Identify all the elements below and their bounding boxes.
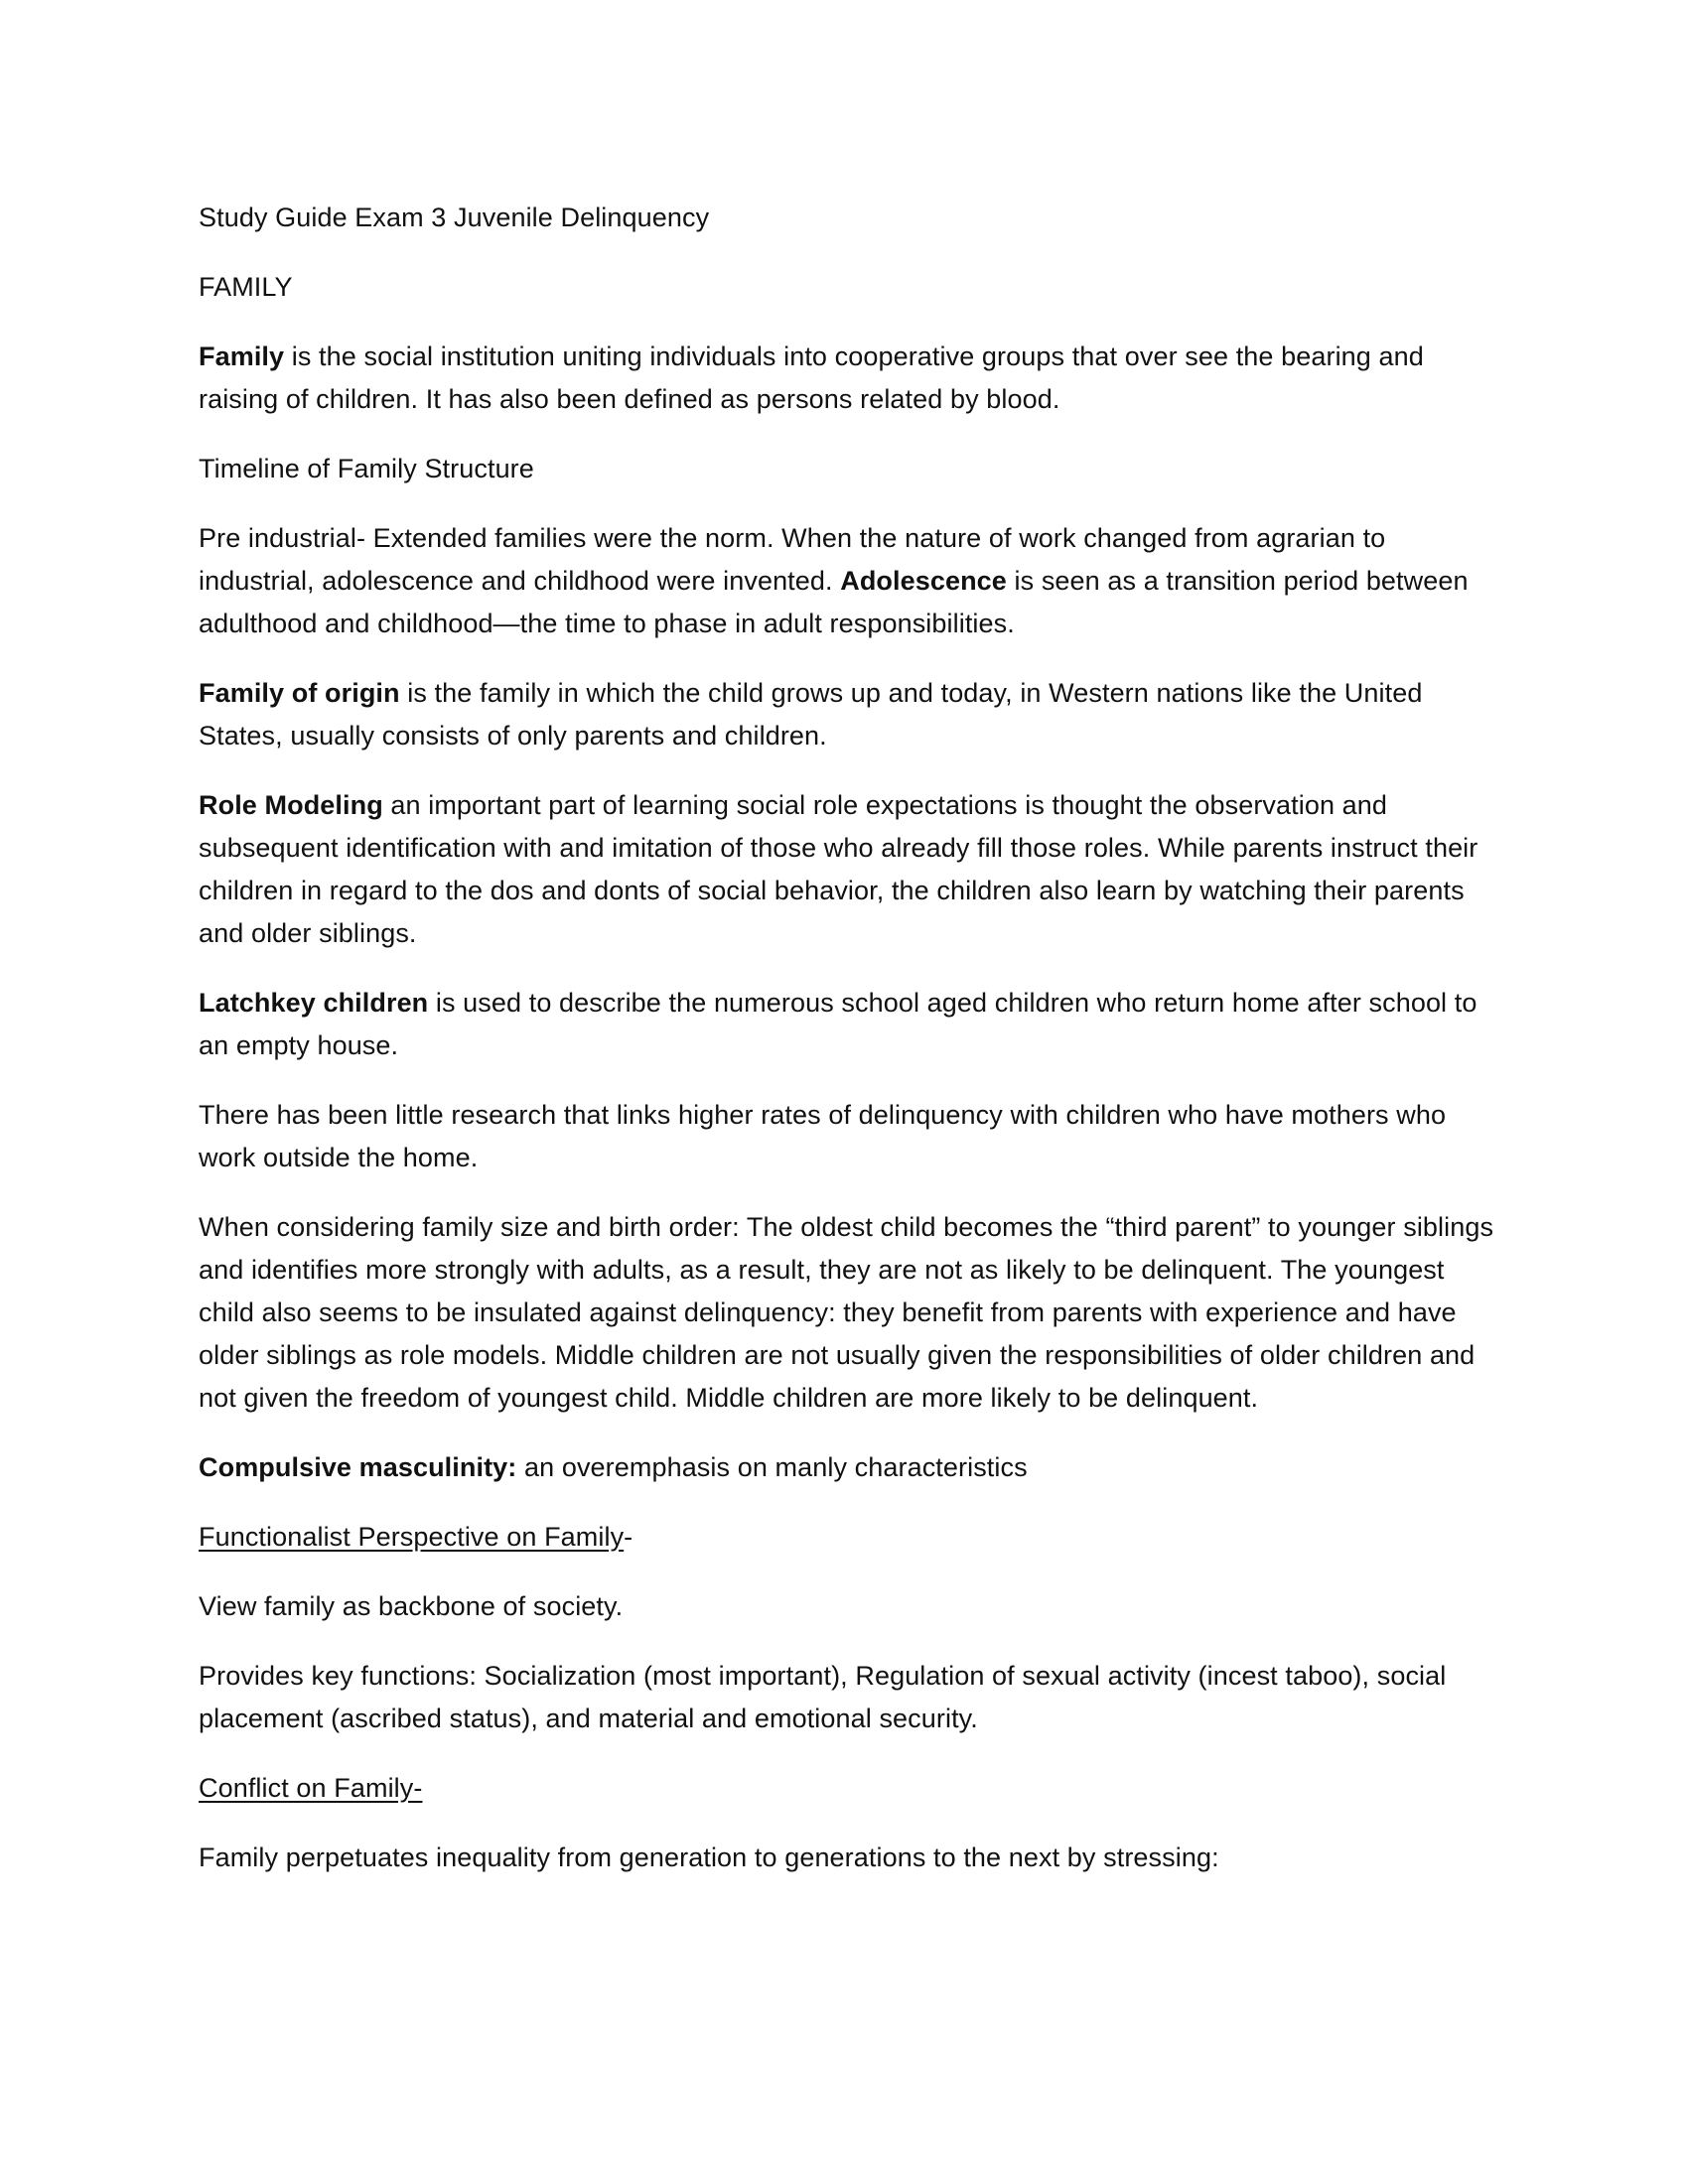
paragraph-birth-order: When considering family size and birth order: The oldest child becomes the “third parent” to younger siblings and identifies more strongly with adults, as a result, they are not as likely to be delinquent. The youngest child also seems to be insulated against delinquency: they benefit from parents with experience and have older siblings as role models. Middle children are not usually given the responsibilities of older children and not given the freedom of youngest child. Middle children are more likely to be delinquent.: [199, 1212, 1494, 1413]
pre-industrial-text-b: is seen as a transition period between adulthood and childhood—the time to phase in adult responsibilities.: [199, 566, 1469, 638]
latchkey-text: is used to describe the numerous school aged children who return home after school to an empty house.: [199, 988, 1477, 1060]
pre-industrial-text-a: Pre industrial- Extended families were the norm. When the nature of work changed from agrarian to industrial, adolescence and childhood were invented.: [199, 523, 1386, 596]
paragraph-key-functions: Provides key functions: Socialization (most important), Regulation of sexual activity (incest taboo), social placement (ascribed status), and material and emotional security.: [199, 1661, 1447, 1733]
term-family-of-origin: Family of origin: [199, 678, 400, 708]
term-adolescence: Adolescence: [840, 566, 1007, 596]
paragraph-family-of-origin: [199, 672, 1499, 757]
paragraph-pre-industrial: [199, 517, 1499, 645]
paragraph-conflict: Family perpetuates inequality from generation to generations to the next by stressing:: [199, 1843, 1219, 1872]
paragraph-role-modeling: [199, 784, 1499, 955]
functionalist-heading-text: Functionalist Perspective on Family: [199, 1522, 625, 1552]
functionalist-heading-suffix: -: [624, 1522, 633, 1552]
conflict-heading-text: Conflict on Family-: [199, 1773, 423, 1803]
paragraph-family-definition: [199, 336, 1499, 421]
paragraph-mothers-work: There has been little research that links higher rates of delinquency with children who have mothers who work outside the home.: [199, 1100, 1447, 1172]
paragraph-compulsive-masculinity: [199, 1446, 1499, 1489]
section-heading-family: FAMILY: [199, 272, 293, 302]
family-of-origin-text: is the family in which the child grows up and today, in Western nations like the United States, usually consists of only parents and children.: [199, 678, 1423, 751]
document-page: [199, 197, 1499, 1906]
functionalist-heading: [199, 1516, 1499, 1559]
document-title: Study Guide Exam 3 Juvenile Delinquency: [199, 203, 710, 232]
term-role-modeling: Role Modeling: [199, 790, 383, 820]
term-family: Family: [199, 341, 285, 371]
family-definition-text: is the social institution uniting individuals into cooperative groups that over see the bearing and raising of children. It has also been defined as persons related by blood.: [199, 341, 1424, 414]
paragraph-latchkey: [199, 982, 1499, 1067]
conflict-heading: [199, 1767, 1499, 1810]
paragraph-backbone: View family as backbone of society.: [199, 1591, 624, 1621]
term-compulsive-masculinity: Compulsive masculinity:: [199, 1452, 517, 1482]
timeline-heading: Timeline of Family Structure: [199, 454, 534, 483]
term-latchkey-children: Latchkey children: [199, 988, 429, 1018]
compulsive-masculinity-text: an overemphasis on manly characteristics: [516, 1452, 1028, 1482]
role-modeling-text: an important part of learning social role expectations is thought the observation and subsequent identification with and imitation of those who already fill those roles. While parents instruct their children in regard to the dos and donts of social behavior, the children also learn by watching their parents and older siblings.: [199, 790, 1478, 948]
